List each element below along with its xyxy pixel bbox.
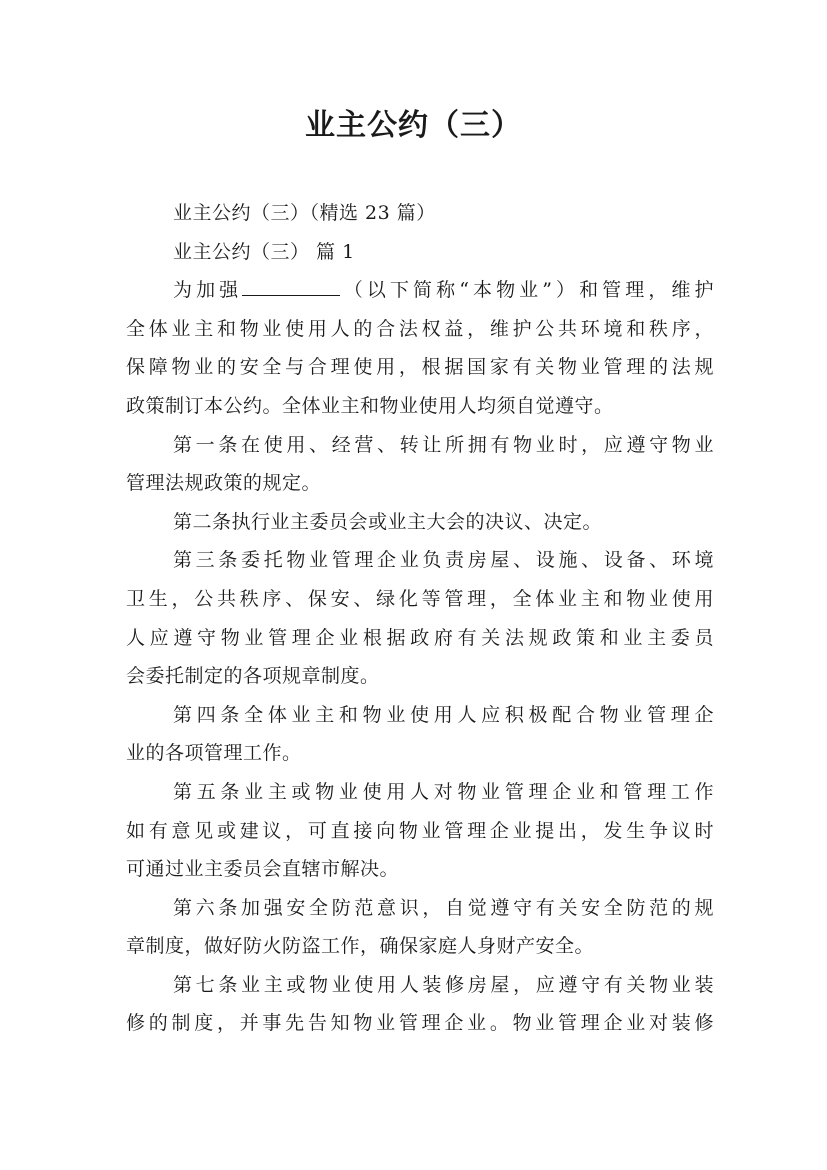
article-7-line: 修的制度，并事先告知物业管理企业。物业管理企业对装修 [126, 1012, 714, 1035]
section-heading: 业主公约（三） 篇 1 [173, 240, 355, 263]
article-1-line: 第一条在使用、经营、转让所拥有物业时，应遵守物业 [173, 433, 714, 456]
article-3-line: 卫生，公共秩序、保安、绿化等管理，全体业主和物业使用 [126, 587, 714, 610]
article-3-line: 第三条委托物业管理企业负责房屋、设施、设备、环境 [173, 549, 714, 572]
article-5-line: 第五条业主或物业使用人对物业管理企业和管理工作 [173, 780, 714, 803]
article-3-line: 人应遵守物业管理企业根据政府有关法规政策和业主委员 [126, 626, 714, 649]
article-3-line: 会委托制定的各项规章制度。 [126, 665, 380, 688]
article-6-line: 章制度，做好防火防盗工作，确保家庭人身财产安全。 [126, 935, 595, 958]
article-7-line: 第七条业主或物业使用人装修房屋，应遵守有关物业装 [173, 973, 714, 996]
text-span: 为加强 [173, 279, 243, 302]
paragraph-line: 保障物业的安全与合理使用，根据国家有关物业管理的法规 [126, 356, 714, 379]
fill-in-blank [242, 277, 340, 296]
document-body [126, 194, 714, 1043]
article-1-line: 管理法规政策的规定。 [126, 472, 322, 495]
paragraph-line: 政策制订本公约。全体业主和物业使用人均须自觉遵守。 [126, 394, 614, 417]
article-6-line: 第六条加强安全防范意识，自觉遵守有关安全防范的规 [173, 896, 714, 919]
article-5-line: 如有意见或建议，可直接向物业管理企业提出，发生争议时 [126, 819, 714, 842]
article-4-line: 业的各项管理工作。 [126, 742, 302, 765]
text-span: （以下简称“本物业”）和管理，维护 [340, 279, 714, 302]
paragraph-line: 全体业主和物业使用人的合法权益，维护公共环境和秩序， [126, 317, 714, 340]
subtitle-line: 业主公约（三）（精选 23 篇） [173, 202, 436, 224]
article-4-line: 第四条全体业主和物业使用人应积极配合物业管理企 [173, 703, 714, 726]
article-5-line: 可通过业主委员会直辖市解决。 [126, 858, 400, 881]
paragraph-line [126, 271, 714, 310]
document-title: 业主公约（三） [305, 108, 522, 143]
article-2-line: 第二条执行业主委员会或业主大会的决议、决定。 [173, 510, 603, 533]
